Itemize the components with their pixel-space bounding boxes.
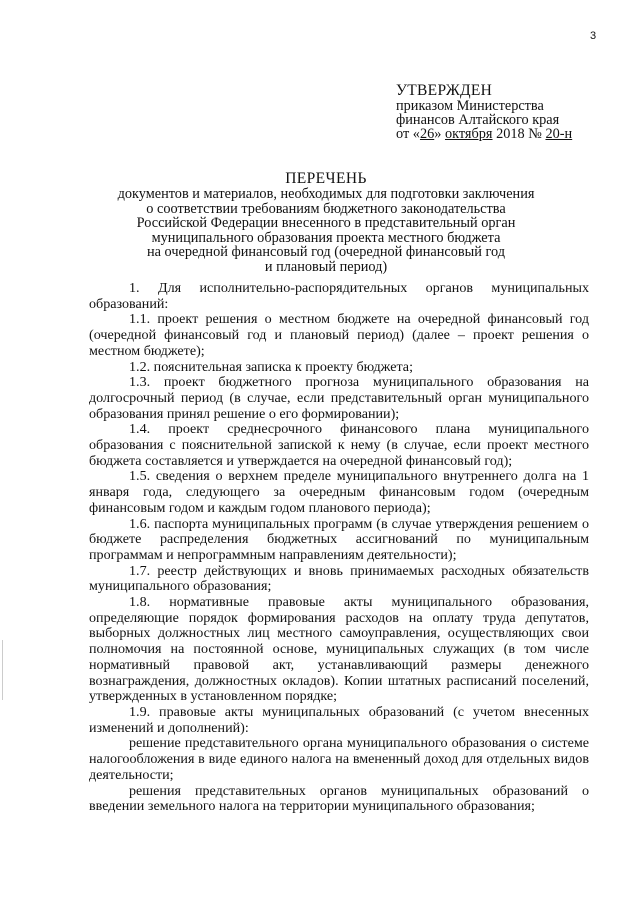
title-line: о соответствии требованиям бюджетного законодательства: [146, 200, 506, 217]
title-line: Российской Федерации внесенного в представительный орган: [136, 215, 516, 232]
margin-mark: [2, 640, 3, 700]
list-item: 1.9. правовые акты муниципальных образований (с учетом внесенных изменений и дополнений):: [89, 703, 589, 736]
approval-month: октября: [444, 126, 493, 142]
list-item: 1.4. проект среднесрочного финансового плана муниципального образования с пояснительной запиской к нему (в случае, если проект местного бюджета составляется и утверждается на очередной финансовый год);: [89, 421, 589, 469]
list-item: 1.5. сведения о верхнем пределе муниципального внутреннего долга на 1 января года, следующего за очередным финансовым годом (очередным финансовым годом и каждым годом планового периода);: [89, 468, 589, 516]
list-item: 1.2. пояснительная записка к проекту бюджета;: [129, 358, 413, 375]
approval-date: от «26» октября 2018 № 20-н: [396, 126, 573, 142]
list-item: 1.3. проект бюджетного прогноза муниципального образования на долгосрочный период (в случае, если представительный орган муниципального образования принял решение о его формировании);: [89, 374, 589, 422]
page-number: 3: [590, 30, 597, 42]
title-heading: ПЕРЕЧЕНЬ: [285, 170, 367, 187]
list-item: 1.6. паспорта муниципальных программ (в случае утверждения решением о бюджете распределения бюджетных ассигнований по муниципальным программам и непрограммным направлениям деятельности);: [89, 515, 589, 563]
list-item: 1.7. реестр действующих и вновь принимаемых расходных обязательств муниципального образования;: [89, 562, 589, 595]
list-item: 1.8. нормативные правовые акты муниципального образования, определяющие порядок формирования расходов на оплату труда депутатов, выборных должностных лиц местного самоуправления, осуществляющих свои полномочия на постоянной основе, муниципальных служащих (в том числе нормативный правовой акт, устанавливающий размеры денежного вознаграждения, должностных окладов). Копии штатных расписаний поселений, утвержденных в установленном порядке;: [89, 594, 589, 705]
title-line: муниципального образования проекта местного бюджета: [151, 229, 501, 246]
approval-heading: УТВЕРЖДЕН: [396, 82, 493, 99]
approval-stamp: [396, 82, 572, 141]
list-item: решения представительных органов муниципальных образований о введении земельного налога на территории муниципального образования;: [89, 782, 589, 815]
title-line: и плановый период): [264, 258, 388, 275]
list-item: 1. Для исполнительно-распорядительных органов муниципальных образований:: [89, 280, 589, 312]
approval-line-2: финансов Алтайского края: [396, 112, 560, 128]
title-line: на очередной финансовый год (очередной финансовый год: [146, 244, 506, 261]
list-item: 1.1. проект решения о местном бюджете на очередной финансовый год (очередной финансовый год и плановый период) (далее – проект решения о местном бюджете);: [89, 311, 589, 359]
list-item: решение представительного органа муниципального образования о системе налогообложения в виде единого налога на вмененный доход для отдельных видов деятельности;: [89, 735, 589, 783]
document-body: [89, 281, 589, 815]
title-line: документов и материалов, необходимых для подготовки заключения: [117, 186, 535, 202]
approval-day: 26: [419, 126, 435, 142]
document-title: [86, 170, 566, 275]
approval-line-1: приказом Министерства: [396, 98, 544, 114]
approval-number: 20-н: [545, 126, 573, 142]
